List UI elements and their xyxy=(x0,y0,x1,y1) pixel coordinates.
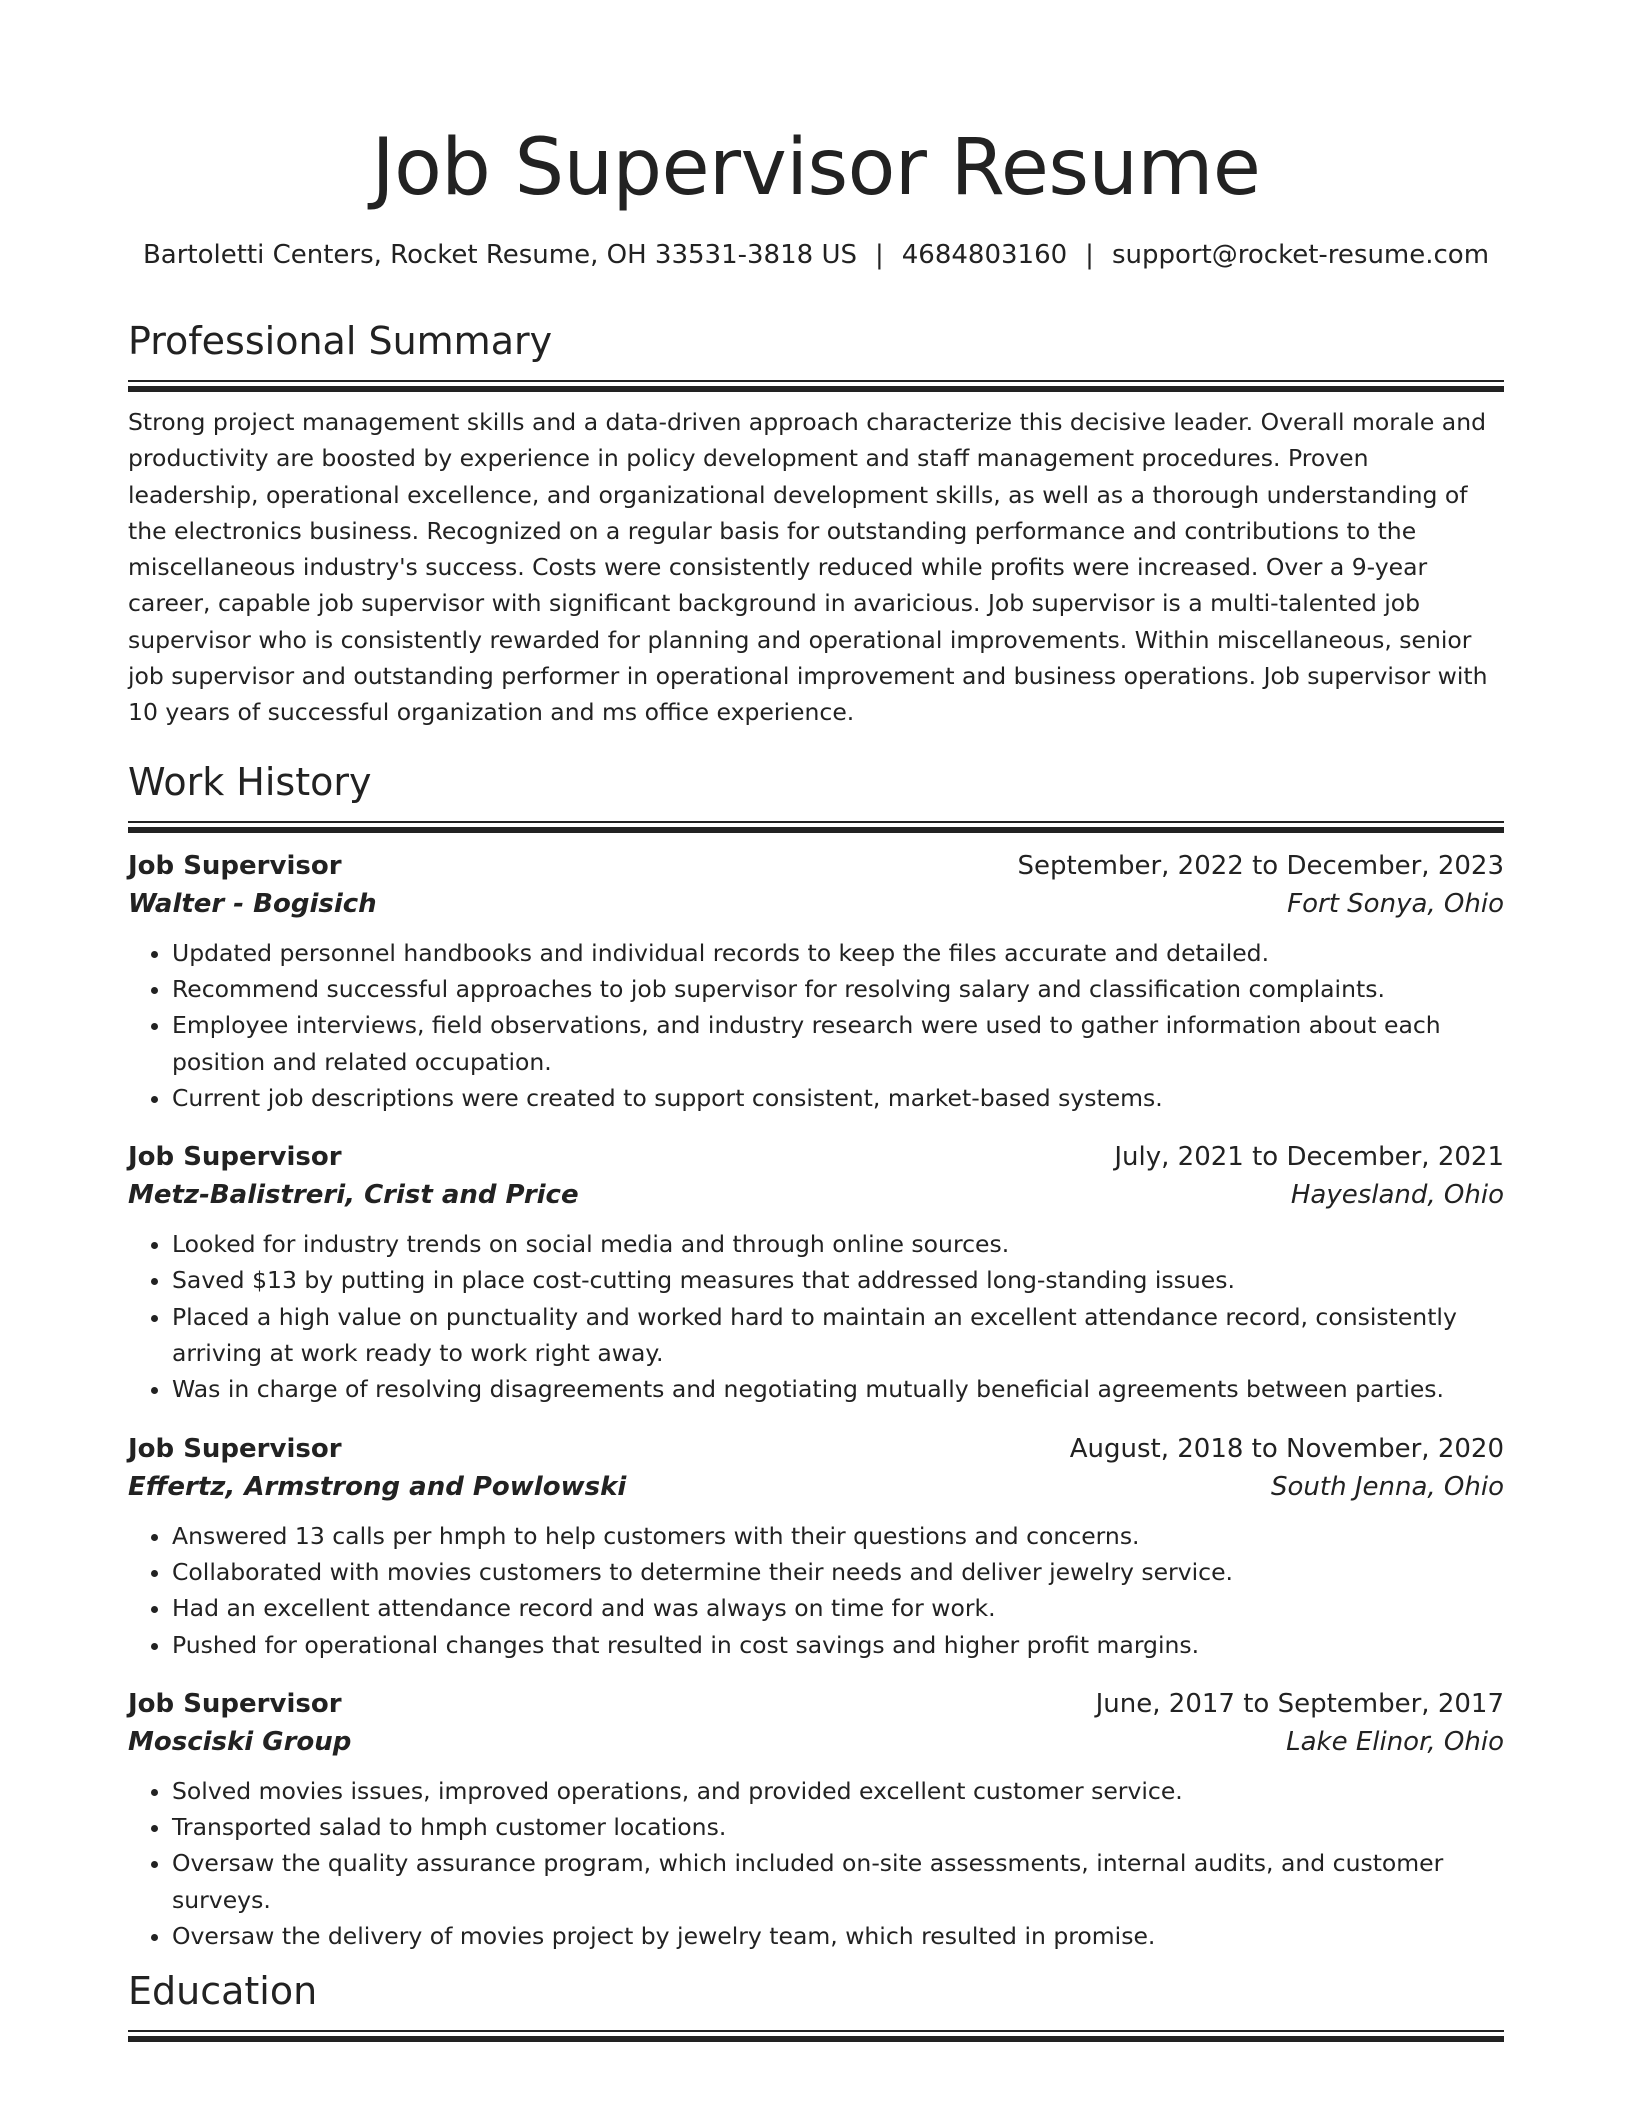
job-company-row xyxy=(128,1468,1504,1506)
education-section xyxy=(128,1966,1504,2042)
job-company: Walter - Bogisich xyxy=(128,888,377,919)
job-company-row xyxy=(128,1176,1504,1214)
job-title: Job Supervisor xyxy=(128,1688,342,1719)
job-company: Metz-Balistreri, Crist and Price xyxy=(128,1180,579,1211)
list-item: • Placed a high value on punctuality and worked hard to maintain an excellent attendance record, consistently arriving at work ready to work right away. xyxy=(172,1299,1504,1372)
job-location: South Jenna, Ohio xyxy=(1271,1471,1504,1502)
list-item: • Was in charge of resolving disagreements and negotiating mutually beneficial agreements between parties. xyxy=(172,1371,1504,1407)
job-dates: September, 2022 to December, 2023 xyxy=(1017,850,1504,881)
job-company: Effertz, Armstrong and Powlowski xyxy=(128,1471,627,1502)
contact-line xyxy=(128,238,1504,272)
job-location: Lake Elinor, Ohio xyxy=(1286,1726,1504,1757)
job-bullet-list xyxy=(128,1518,1504,1663)
list-item: • Solved movies issues, improved operations, and provided excellent customer service. xyxy=(172,1773,1504,1809)
job-dates: June, 2017 to September, 2017 xyxy=(1095,1688,1504,1719)
list-item: • Transported salad to hmph customer locations. xyxy=(172,1809,1504,1845)
summary-text: Strong project management skills and a data-driven approach characterize this decisive leader. Overall morale and productivity are boosted by experience in policy development and staff management procedures. Proven leadership, operational excellence, and organizational development skills, as well as a thorough understanding of the electronics business. Recognized on a regular basis for outstanding performance and contributions to the miscellaneous industry's success. Costs were consistently reduced while profits were increased. Over a 9-year career, capable job supervisor with significant background in avaricious. Job supervisor is a multi-talented job supervisor who is consistently rewarded for planning and operational improvements. Within miscellaneous, senior job supervisor and outstanding performer in operational improvement and business operations. Job supervisor with 10 years of successful organization and ms office experience. xyxy=(128,408,1488,727)
job-title: Job Supervisor xyxy=(128,850,342,881)
list-item: • Employee interviews, field observations, and industry research were used to gather information about each position and related occupation. xyxy=(172,1007,1504,1080)
job-entry xyxy=(128,1430,1504,1663)
list-item: • Current job descriptions were created to support consistent, market-based systems. xyxy=(172,1080,1504,1116)
job-bullet-list xyxy=(128,935,1504,1116)
list-item: • Recommend successful approaches to job supervisor for resolving salary and classification complaints. xyxy=(172,971,1504,1007)
professional-summary-section xyxy=(128,316,1504,731)
job-dates: August, 2018 to November, 2020 xyxy=(1069,1433,1504,1464)
section-divider xyxy=(128,821,1504,833)
job-entry xyxy=(128,847,1504,1116)
job-company-row xyxy=(128,885,1504,923)
contact-email: support@rocket-resume.com xyxy=(1111,240,1490,270)
contact-separator: | xyxy=(874,240,884,270)
job-dates: July, 2021 to December, 2021 xyxy=(1114,1142,1504,1173)
list-item: • Answered 13 calls per hmph to help customers with their questions and concerns. xyxy=(172,1518,1504,1554)
job-entry xyxy=(128,1138,1504,1407)
list-item: • Updated personnel handbooks and individual records to keep the files accurate and detailed. xyxy=(172,935,1504,971)
job-company: Mosciski Group xyxy=(128,1726,352,1757)
job-location: Fort Sonya, Ohio xyxy=(1287,888,1504,919)
list-item: • Had an excellent attendance record and was always on time for work. xyxy=(172,1590,1504,1626)
job-location: Hayesland, Ohio xyxy=(1290,1180,1504,1211)
job-title: Job Supervisor xyxy=(128,1142,342,1173)
section-heading: Education xyxy=(128,1969,318,2014)
section-heading: Work History xyxy=(128,759,372,804)
list-item: • Oversaw the quality assurance program, which included on-site assessments, internal audits, and customer surveys. xyxy=(172,1845,1504,1918)
job-header-row xyxy=(128,1138,1504,1176)
contact-phone: 4684803160 xyxy=(901,240,1068,270)
job-bullet-list xyxy=(128,1773,1504,1954)
section-heading: Professional Summary xyxy=(128,319,553,363)
job-title: Job Supervisor xyxy=(128,1433,342,1464)
page-title: Job Supervisor Resume xyxy=(371,123,1261,213)
list-item: • Saved $13 by putting in place cost-cutting measures that addressed long-standing issues. xyxy=(172,1262,1504,1298)
work-history-section xyxy=(128,757,1504,1955)
job-entry xyxy=(128,1685,1504,1954)
contact-address: Bartoletti Centers, Rocket Resume, OH 33531-3818 US xyxy=(142,240,857,270)
list-item: • Collaborated with movies customers to determine their needs and deliver jewelry service. xyxy=(172,1554,1504,1590)
list-item: • Oversaw the delivery of movies project by jewelry team, which resulted in promise. xyxy=(172,1918,1504,1954)
job-header-row xyxy=(128,1685,1504,1723)
job-company-row xyxy=(128,1723,1504,1761)
job-header-row xyxy=(128,1430,1504,1468)
job-header-row xyxy=(128,847,1504,885)
list-item: • Looked for industry trends on social media and through online sources. xyxy=(172,1226,1504,1262)
section-divider xyxy=(128,2030,1504,2042)
list-item: • Pushed for operational changes that resulted in cost savings and higher profit margins. xyxy=(172,1627,1504,1663)
contact-separator: | xyxy=(1085,240,1094,270)
section-divider xyxy=(128,380,1504,392)
job-bullet-list xyxy=(128,1226,1504,1407)
